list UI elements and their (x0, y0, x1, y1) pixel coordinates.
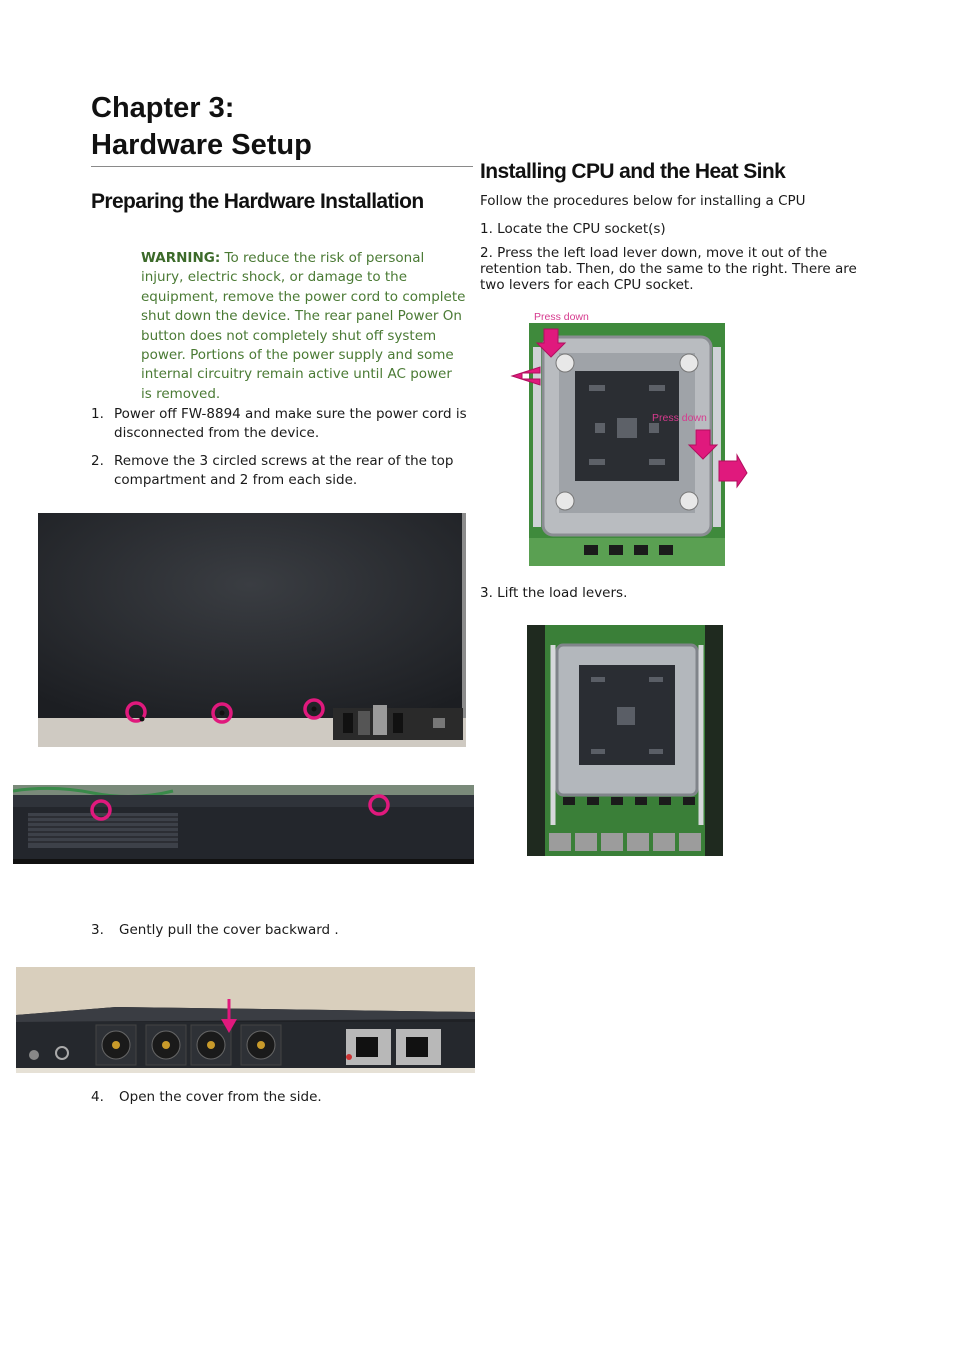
title-divider (91, 166, 473, 167)
cpu-intro-text: Follow the procedures below for installing a CPU (480, 193, 806, 209)
step-number: 1. (91, 406, 104, 422)
step-text: Open the cover from the side. (119, 1089, 322, 1105)
step-text: Remove the 3 circled screws at the rear of the top compartment and 2 from each side. (114, 453, 454, 488)
cpu-socket-photo-open (527, 625, 723, 856)
step-text: Gently pull the cover backward . (119, 922, 339, 938)
step-number: 3. (91, 922, 104, 938)
step-3 (91, 921, 471, 941)
chassis-side-photo (13, 785, 474, 864)
step-4 (91, 1088, 471, 1108)
warning-text: To reduce the risk of personal injury, electric shock, or damage to the equipment, remove the power cord to complete shut down the device. The rear panel Power On button does not completely shut off system power. Portions of the power supply and some internal circuitry remain active until AC power is removed. (141, 250, 466, 402)
step-number: 4. (91, 1089, 104, 1105)
step-number: 2. (91, 453, 104, 469)
step-1 (91, 405, 471, 445)
section-heading-cpu: Installing CPU and the Heat Sink (480, 160, 786, 183)
step-text: Power off FW-8894 and make sure the power cord is disconnected from the device. (114, 406, 467, 441)
chapter-title-line1: Chapter 3: (91, 92, 235, 124)
step-2 (91, 452, 471, 492)
callout-press-down-left: Press down (534, 311, 589, 323)
callout-press-down-right: Press down (652, 412, 707, 424)
warning-label: WARNING: (141, 250, 221, 266)
cpu-step-2: 2. Press the left load lever down, move it out of the retention tab. Then, do the same to the right. There are two levers for each CPU socket. (480, 245, 857, 293)
chapter-title (91, 90, 471, 164)
cpu-step-3: 3. Lift the load levers. (480, 585, 628, 601)
chapter-title-line2: Hardware Setup (91, 129, 312, 161)
chassis-top-photo (38, 513, 466, 747)
warning-note (141, 249, 466, 404)
cpu-step-1: 1. Locate the CPU socket(s) (480, 221, 666, 237)
section-heading-preparing: Preparing the Hardware Installation (91, 190, 424, 213)
cpu-lever-arrows (508, 325, 753, 495)
chassis-rear-photo (16, 967, 475, 1073)
